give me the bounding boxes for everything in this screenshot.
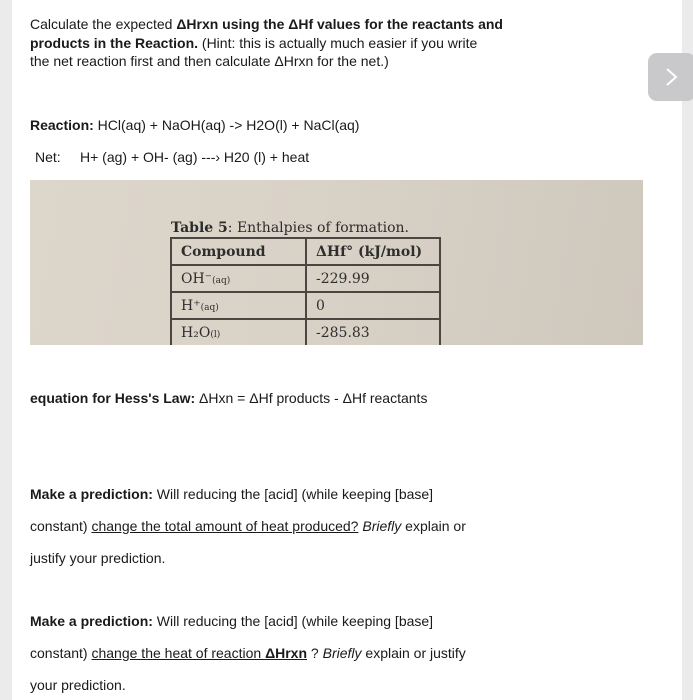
hess-law-line: equation for Hess's Law: ΔHxn = ΔHf products - ΔHf reactants	[30, 390, 428, 406]
table-row	[171, 292, 440, 319]
intro-line-2: products in the Reaction. (Hint: this is actually much easier if you write	[30, 35, 478, 51]
prediction-2-line-2: constant) change the heat of reaction ΔHrxn ? Briefly explain or justify	[30, 645, 466, 661]
enthalpy-cell: -229.99	[306, 265, 440, 292]
prediction-1-line-1: Make a prediction: Will reducing the [acid] (while keeping [base]	[30, 486, 434, 502]
enthalpy-table	[170, 237, 441, 345]
next-page-button[interactable]	[648, 53, 693, 101]
prediction-1-line-2: constant) change the total amount of heat produced? Briefly explain or	[30, 518, 466, 534]
enthalpy-cell: 0	[306, 292, 440, 319]
table-caption: Table 5: Enthalpies of formation.	[171, 220, 409, 236]
compound-cell: OH⁻(aq)	[171, 265, 306, 292]
document-page	[12, 0, 682, 700]
header-compound: Compound	[171, 238, 306, 265]
compound-cell: H₂O(l)	[171, 319, 306, 345]
enthalpy-table-photo	[30, 180, 643, 345]
net-equation: H+ (ag) + OH- (ag) ---› H20 (l) + heat	[80, 149, 310, 165]
header-enthalpy: ΔHf° (kJ/mol)	[306, 238, 440, 265]
net-label: Net:	[35, 149, 61, 165]
table-row	[171, 319, 440, 345]
prediction-1-line-3: justify your prediction.	[30, 550, 166, 566]
table-row	[171, 265, 440, 292]
reaction-line: Reaction: HCl(aq) + NaOH(aq) -> H2O(l) + NaCl(aq)	[30, 117, 360, 133]
intro-line-1: Calculate the expected ΔHrxn using the ΔHf values for the reactants and	[30, 16, 503, 32]
prediction-2-line-1: Make a prediction: Will reducing the [acid] (while keeping [base]	[30, 613, 434, 629]
compound-cell: H⁺(aq)	[171, 292, 306, 319]
enthalpy-cell: -285.83	[306, 319, 440, 345]
prediction-2-line-3: your prediction.	[30, 677, 126, 693]
chevron-right-icon	[665, 67, 679, 87]
intro-line-3: the net reaction first and then calculate ΔHrxn for the net.)	[30, 53, 389, 69]
table-header-row	[171, 238, 440, 265]
